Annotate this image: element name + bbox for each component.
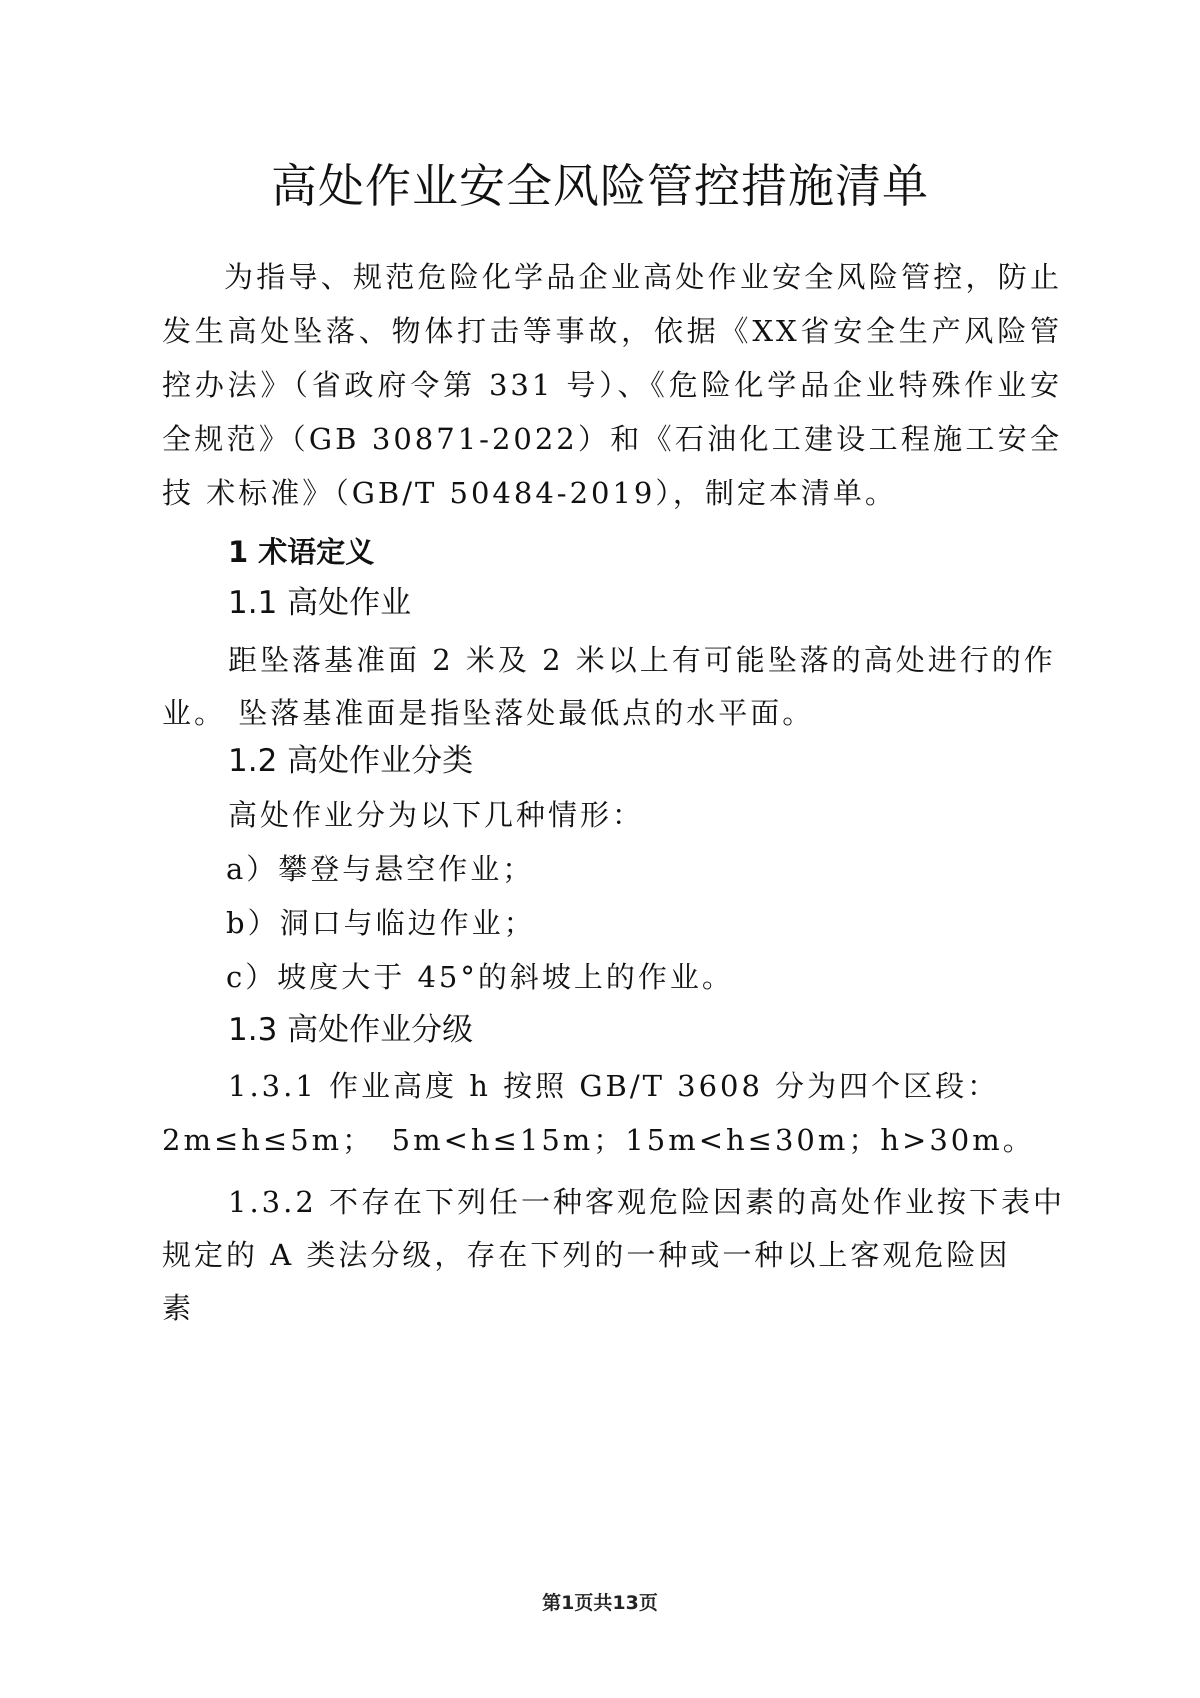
document-title: 高处作业安全风险管控措施清单 <box>271 159 929 213</box>
list-item: a）攀登与悬空作业； <box>226 852 535 886</box>
section-1-2-lead: 高处作业分为以下几种情形： <box>228 798 645 832</box>
section-1-3-2-line-3: 素 <box>162 1291 195 1325</box>
list-item: b）洞口与临边作业； <box>226 906 536 940</box>
section-1-1-text-line-1: 距坠落基准面 2 米及 2 米以上有可能坠落的高处进行的作 <box>228 643 1056 677</box>
list-item: c）坡度大于 45°的斜坡上的作业。 <box>226 960 734 994</box>
section-1-3-2-line-1: 1.3.2 不存在下列任一种客观危险因素的高处作业按下表中 <box>228 1185 1066 1219</box>
section-1-3-1-line-2: 2m≤h≤5m； 5m<h≤15m；15m<h≤30m；h>30m。 <box>162 1123 1035 1157</box>
section-1-heading: 1 术语定义 <box>228 535 375 569</box>
intro-paragraph: 为指导、规范危险化学品企业高处作业安全风险管控，防止发生高处坠落、物体打击等事故，依据《XX省安全生产风险管控办法》（省政府令第 331 号）、《危险化学品企业特殊作业安 全规范》（GB 30871-2022）和《石油化工建设工程施工安全技 术标准》（GB/T 50484-2019），制定本清单。 <box>162 260 1062 510</box>
page-number-footer: 第1页共13页 <box>542 1592 658 1614</box>
section-1-1-text-line-2: 业。 坠落基准面是指坠落处最低点的水平面。 <box>162 696 815 730</box>
section-1-1-heading: 1.1 高处作业 <box>228 585 412 621</box>
section-1-3-2-line-2: 规定的 A 类法分级，存在下列的一种或一种以上客观危险因 <box>162 1238 1011 1272</box>
section-1-2-heading: 1.2 高处作业分类 <box>228 743 474 779</box>
section-1-3-heading: 1.3 高处作业分级 <box>228 1012 474 1048</box>
section-1-3-1-line-1: 1.3.1 作业高度 h 按照 GB/T 3608 分为四个区段： <box>228 1069 1000 1103</box>
